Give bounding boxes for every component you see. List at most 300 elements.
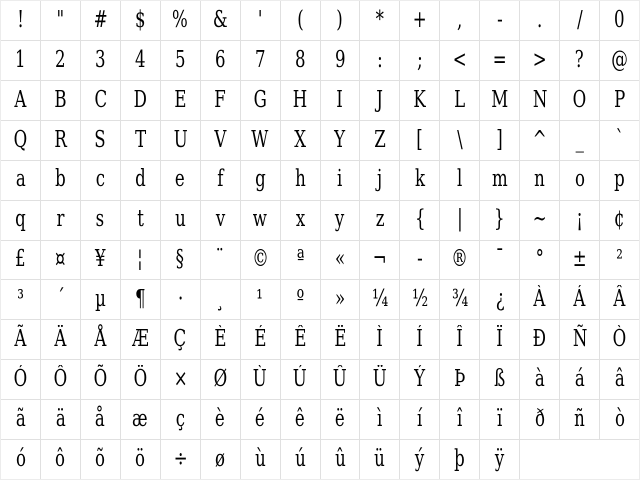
glyph-cell[interactable]: [281, 360, 320, 399]
glyph: Ü: [372, 366, 387, 393]
glyph-cell[interactable]: [201, 41, 240, 80]
glyph: Ê: [293, 326, 307, 353]
glyph-cell[interactable]: [480, 121, 519, 160]
glyph-cell[interactable]: [360, 121, 399, 160]
glyph-cell[interactable]: [201, 201, 240, 240]
glyph-cell[interactable]: [161, 121, 200, 160]
glyph-cell[interactable]: [321, 121, 360, 160]
glyph-cell[interactable]: [241, 81, 280, 120]
glyph-cell[interactable]: [81, 1, 120, 40]
glyph-cell[interactable]: [400, 280, 439, 319]
glyph-cell[interactable]: [1, 1, 40, 40]
glyph-cell[interactable]: [161, 41, 200, 80]
glyph: c: [95, 166, 105, 193]
glyph-cell[interactable]: [1, 241, 40, 280]
glyph-cell[interactable]: [480, 400, 519, 439]
glyph: N: [532, 86, 547, 113]
glyph: i: [337, 166, 343, 193]
glyph-cell[interactable]: [121, 161, 160, 200]
glyph: ¡: [576, 206, 583, 233]
glyph-cell[interactable]: [41, 280, 80, 319]
glyph-cell[interactable]: [161, 241, 200, 280]
glyph: {: [414, 206, 426, 233]
glyph: M: [491, 86, 509, 113]
glyph: é: [255, 405, 265, 432]
glyph: E: [174, 86, 187, 113]
glyph: 8: [294, 46, 306, 73]
glyph: !: [17, 6, 24, 33]
glyph: %: [172, 6, 189, 33]
glyph-cell[interactable]: [400, 320, 439, 359]
glyph-cell[interactable]: [241, 1, 280, 40]
glyph-cell[interactable]: [201, 320, 240, 359]
glyph: D: [133, 86, 147, 113]
glyph: Ô: [53, 366, 68, 393]
glyph-cell[interactable]: [400, 161, 439, 200]
glyph-cell[interactable]: [281, 400, 320, 439]
glyph: Z: [374, 126, 386, 153]
glyph-cell[interactable]: [81, 161, 120, 200]
glyph-cell[interactable]: [600, 400, 639, 439]
glyph: Ö: [133, 366, 148, 393]
glyph-cell[interactable]: [560, 161, 599, 200]
glyph-cell[interactable]: [600, 360, 639, 399]
glyph-cell[interactable]: [281, 440, 320, 479]
glyph-cell[interactable]: [440, 161, 479, 200]
glyph: R: [54, 126, 67, 153]
glyph: G: [253, 86, 267, 113]
glyph-cell[interactable]: [241, 440, 280, 479]
glyph-cell[interactable]: [121, 121, 160, 160]
glyph: d: [134, 166, 146, 193]
glyph: o: [574, 166, 585, 193]
glyph-cell[interactable]: [121, 280, 160, 319]
glyph-cell[interactable]: [241, 201, 280, 240]
glyph-cell[interactable]: [281, 241, 320, 280]
glyph-cell[interactable]: [41, 400, 80, 439]
glyph-cell[interactable]: [360, 400, 399, 439]
glyph-cell[interactable]: [360, 41, 399, 80]
glyph: ¯: [495, 246, 504, 273]
glyph-cell[interactable]: [321, 280, 360, 319]
glyph-cell[interactable]: [1, 201, 40, 240]
glyph-cell[interactable]: [241, 121, 280, 160]
glyph: @: [611, 46, 628, 73]
glyph-cell[interactable]: [161, 320, 200, 359]
glyph: 5: [174, 46, 186, 73]
glyph-cell[interactable]: [161, 1, 200, 40]
glyph: ±: [572, 246, 587, 273]
glyph-cell[interactable]: [161, 400, 200, 439]
glyph-cell[interactable]: [520, 360, 559, 399]
glyph-cell[interactable]: [1, 161, 40, 200]
glyph-cell[interactable]: [41, 121, 80, 160]
glyph: Ì: [376, 326, 384, 353]
glyph-cell[interactable]: [400, 81, 439, 120]
glyph-cell[interactable]: [480, 41, 519, 80]
glyph-cell[interactable]: [81, 121, 120, 160]
glyph-cell[interactable]: [281, 121, 320, 160]
glyph-cell[interactable]: [241, 320, 280, 359]
glyph-cell[interactable]: [520, 280, 559, 319]
glyph: +: [412, 6, 427, 33]
glyph-cell[interactable]: [281, 1, 320, 40]
glyph-cell[interactable]: [81, 241, 120, 280]
glyph-cell[interactable]: [360, 320, 399, 359]
glyph-cell[interactable]: [241, 360, 280, 399]
glyph-cell[interactable]: [600, 161, 639, 200]
glyph-cell[interactable]: [440, 400, 479, 439]
glyph-cell[interactable]: [360, 241, 399, 280]
glyph-cell[interactable]: [1, 400, 40, 439]
glyph-cell[interactable]: [121, 81, 160, 120]
glyph: a: [15, 166, 26, 193]
glyph: |: [456, 206, 463, 233]
glyph-cell[interactable]: [281, 201, 320, 240]
glyph: S: [94, 126, 107, 153]
glyph-cell[interactable]: [480, 1, 519, 40]
glyph-cell[interactable]: [161, 201, 200, 240]
glyph: ï: [497, 405, 503, 432]
glyph-cell[interactable]: [520, 1, 559, 40]
glyph-cell[interactable]: [1, 81, 40, 120]
glyph-cell[interactable]: [81, 320, 120, 359]
glyph: ¢: [614, 206, 625, 233]
glyph: .: [537, 6, 543, 33]
glyph-cell[interactable]: [520, 201, 559, 240]
glyph-cell[interactable]: [201, 241, 240, 280]
glyph-cell[interactable]: [241, 241, 280, 280]
glyph: /: [576, 6, 583, 33]
glyph-cell[interactable]: [281, 41, 320, 80]
glyph-cell[interactable]: [201, 81, 240, 120]
glyph-cell[interactable]: [241, 280, 280, 319]
glyph: }: [494, 206, 505, 233]
glyph: ¹: [256, 286, 264, 313]
glyph: Ç: [173, 326, 187, 353]
empty-cells: [520, 440, 639, 479]
glyph-cell[interactable]: [440, 201, 479, 240]
glyph: ¤: [55, 246, 66, 273]
glyph-cell[interactable]: [560, 241, 599, 280]
glyph-cell[interactable]: [121, 41, 160, 80]
glyph-cell[interactable]: [440, 280, 479, 319]
glyph-cell[interactable]: [600, 1, 639, 40]
glyph-cell[interactable]: [281, 161, 320, 200]
glyph-cell[interactable]: [360, 440, 399, 479]
glyph-cell[interactable]: [480, 201, 519, 240]
glyph-cell[interactable]: [520, 320, 559, 359]
glyph: Ä: [54, 326, 67, 353]
glyph: ]: [496, 126, 503, 153]
glyph-cell[interactable]: [1, 41, 40, 80]
glyph-cell[interactable]: [41, 241, 80, 280]
glyph: È: [214, 326, 227, 353]
glyph-cell[interactable]: [560, 121, 599, 160]
glyph-cell[interactable]: [161, 81, 200, 120]
glyph-cell[interactable]: [600, 320, 639, 359]
glyph: ò: [614, 405, 625, 432]
glyph-cell[interactable]: [440, 81, 479, 120]
glyph-cell[interactable]: [440, 121, 479, 160]
glyph-cell[interactable]: [321, 360, 360, 399]
glyph: Ï: [496, 326, 503, 353]
glyph: B: [54, 86, 67, 113]
glyph-cell[interactable]: [201, 400, 240, 439]
glyph: þ: [454, 445, 466, 472]
glyph: Ñ: [572, 326, 587, 353]
glyph-cell[interactable]: [201, 440, 240, 479]
glyph: [: [416, 126, 424, 153]
glyph: Ó: [13, 366, 28, 393]
glyph: _: [575, 126, 584, 153]
glyph: ¬: [372, 246, 387, 273]
glyph-cell[interactable]: [440, 440, 479, 479]
glyph-cell[interactable]: [81, 440, 120, 479]
glyph-cell[interactable]: [360, 201, 399, 240]
glyph-cell[interactable]: [400, 121, 439, 160]
glyph-cell[interactable]: [201, 280, 240, 319]
glyph-cell[interactable]: [41, 201, 80, 240]
glyph-cell[interactable]: [520, 400, 559, 439]
glyph: 7: [254, 46, 266, 73]
glyph-cell[interactable]: [121, 241, 160, 280]
glyph: ÿ: [495, 445, 505, 472]
glyph-cell[interactable]: [241, 161, 280, 200]
glyph-cell[interactable]: [480, 320, 519, 359]
glyph: 6: [214, 46, 226, 73]
glyph-cell[interactable]: [560, 360, 599, 399]
glyph-cell[interactable]: [121, 360, 160, 399]
glyph: *: [375, 6, 385, 33]
glyph: Ø: [213, 366, 227, 393]
glyph-cell[interactable]: [360, 280, 399, 319]
glyph-cell[interactable]: [121, 1, 160, 40]
glyph: 2: [55, 46, 66, 73]
glyph: -: [496, 6, 503, 33]
glyph: Ò: [612, 326, 627, 353]
glyph-cell[interactable]: [121, 201, 160, 240]
glyph-cell[interactable]: [241, 400, 280, 439]
glyph: ä: [55, 405, 66, 432]
glyph-cell[interactable]: [1, 440, 40, 479]
glyph-cell[interactable]: [41, 440, 80, 479]
glyph-cell[interactable]: [321, 440, 360, 479]
glyph: y: [335, 206, 345, 233]
glyph-cell[interactable]: [400, 400, 439, 439]
glyph: ô: [55, 445, 66, 472]
glyph: æ: [132, 405, 149, 432]
glyph-cell[interactable]: [520, 161, 559, 200]
glyph: ¾: [451, 286, 468, 313]
glyph-cell[interactable]: [560, 81, 599, 120]
glyph-cell[interactable]: [201, 121, 240, 160]
glyph-cell[interactable]: [81, 41, 120, 80]
glyph-cell[interactable]: [440, 241, 479, 280]
glyph: ?: [575, 46, 585, 73]
glyph: K: [413, 86, 427, 113]
glyph-cell[interactable]: [201, 360, 240, 399]
glyph: -: [417, 246, 423, 273]
glyph: X: [294, 126, 306, 153]
glyph-cell[interactable]: [321, 1, 360, 40]
glyph: x: [295, 206, 305, 233]
glyph-cell[interactable]: [161, 440, 200, 479]
glyph-cell[interactable]: [41, 41, 80, 80]
glyph: A: [14, 86, 27, 113]
glyph-cell[interactable]: [400, 201, 439, 240]
glyph-cell[interactable]: [600, 241, 639, 280]
glyph: Å: [94, 326, 107, 353]
glyph-cell[interactable]: [241, 41, 280, 80]
glyph-cell[interactable]: [321, 400, 360, 439]
glyph: F: [214, 86, 226, 113]
glyph-cell[interactable]: [281, 320, 320, 359]
glyph-cell[interactable]: [41, 1, 80, 40]
glyph-cell[interactable]: [600, 201, 639, 240]
glyph: Q: [13, 126, 28, 153]
glyph: L: [454, 86, 466, 113]
glyph-cell[interactable]: [1, 121, 40, 160]
glyph-cell[interactable]: [480, 241, 519, 280]
glyph-cell[interactable]: [161, 161, 200, 200]
glyph: V: [214, 126, 227, 153]
glyph-cell[interactable]: [400, 360, 439, 399]
glyph-cell[interactable]: [520, 241, 559, 280]
glyph-cell[interactable]: [360, 161, 399, 200]
glyph-cell[interactable]: [161, 280, 200, 319]
glyph-cell[interactable]: [440, 320, 479, 359]
glyph-cell[interactable]: [600, 81, 639, 120]
glyph-cell[interactable]: [480, 280, 519, 319]
glyph-cell[interactable]: [41, 360, 80, 399]
glyph-cell[interactable]: [121, 400, 160, 439]
glyph-cell[interactable]: [400, 440, 439, 479]
glyph-cell[interactable]: [321, 320, 360, 359]
glyph: 9: [334, 46, 346, 73]
glyph-cell[interactable]: [41, 161, 80, 200]
glyph-cell[interactable]: [321, 241, 360, 280]
glyph: ¨: [216, 246, 225, 273]
glyph: Þ: [454, 366, 466, 393]
glyph-cell[interactable]: [321, 41, 360, 80]
glyph: Ú: [293, 366, 308, 393]
glyph-cell[interactable]: [600, 280, 639, 319]
glyph-cell[interactable]: [41, 81, 80, 120]
glyph: O: [572, 86, 587, 113]
glyph: á: [574, 366, 585, 393]
glyph-cell[interactable]: [81, 360, 120, 399]
glyph-cell[interactable]: [360, 1, 399, 40]
glyph: õ: [95, 445, 106, 472]
glyph-cell[interactable]: [560, 201, 599, 240]
glyph: e: [175, 166, 186, 193]
glyph-cell[interactable]: [121, 440, 160, 479]
glyph: î: [457, 405, 463, 432]
glyph: z: [375, 206, 385, 233]
glyph-cell[interactable]: [440, 360, 479, 399]
glyph-cell[interactable]: [600, 121, 639, 160]
glyph-cell[interactable]: [281, 81, 320, 120]
glyph-cell[interactable]: [121, 320, 160, 359]
glyph: ß: [494, 366, 506, 393]
glyph-cell[interactable]: [480, 161, 519, 200]
glyph-cell[interactable]: [1, 280, 40, 319]
glyph: ù: [254, 445, 266, 472]
glyph: ': [257, 6, 263, 33]
glyph: Y: [334, 126, 346, 153]
glyph: n: [534, 166, 545, 193]
glyph-cell[interactable]: [321, 201, 360, 240]
glyph-cell[interactable]: [161, 360, 200, 399]
glyph-cell[interactable]: [201, 1, 240, 40]
glyph-cell[interactable]: [440, 41, 479, 80]
glyph: t: [136, 206, 144, 233]
glyph: >: [532, 46, 547, 73]
glyph-cell[interactable]: [520, 81, 559, 120]
glyph: h: [294, 166, 306, 193]
glyph: É: [254, 326, 267, 353]
glyph: ;: [417, 46, 423, 73]
glyph: ¿: [495, 286, 505, 313]
glyph-cell[interactable]: [281, 280, 320, 319]
glyph-cell[interactable]: [321, 161, 360, 200]
glyph-cell[interactable]: [1, 360, 40, 399]
glyph: I: [336, 86, 344, 113]
glyph-cell[interactable]: [480, 440, 519, 479]
glyph-cell[interactable]: [560, 400, 599, 439]
glyph-cell[interactable]: [400, 241, 439, 280]
glyph: $: [135, 6, 146, 33]
glyph: Æ: [131, 326, 149, 353]
glyph: ê: [295, 405, 305, 432]
glyph-cell[interactable]: [81, 81, 120, 120]
glyph: í: [417, 405, 423, 432]
glyph: À: [533, 286, 546, 313]
glyph-cell[interactable]: [520, 41, 559, 80]
glyph-cell[interactable]: [201, 161, 240, 200]
glyph-cell[interactable]: [81, 280, 120, 319]
glyph: 4: [135, 46, 146, 73]
glyph: ¸: [216, 286, 225, 313]
glyph: \: [456, 126, 463, 153]
glyph-cell[interactable]: [1, 320, 40, 359]
glyph-cell[interactable]: [560, 280, 599, 319]
glyph-cell[interactable]: [480, 360, 519, 399]
glyph-cell[interactable]: [480, 81, 519, 120]
glyph: è: [215, 405, 226, 432]
glyph-cell[interactable]: [520, 121, 559, 160]
glyph-cell[interactable]: [360, 81, 399, 120]
glyph: Ã: [14, 326, 27, 353]
glyph-cell[interactable]: [560, 1, 599, 40]
glyph-cell[interactable]: [321, 81, 360, 120]
glyph: (: [296, 6, 304, 33]
glyph-cell[interactable]: [400, 41, 439, 80]
glyph: à: [534, 366, 545, 393]
glyph-cell[interactable]: [600, 41, 639, 80]
glyph-cell[interactable]: [560, 320, 599, 359]
glyph-cell[interactable]: [560, 41, 599, 80]
glyph-cell[interactable]: [81, 400, 120, 439]
glyph-cell[interactable]: [400, 1, 439, 40]
glyph-cell[interactable]: [41, 320, 80, 359]
glyph: C: [93, 86, 107, 113]
glyph-cell[interactable]: [360, 360, 399, 399]
glyph-cell[interactable]: [440, 1, 479, 40]
glyph-cell[interactable]: [81, 201, 120, 240]
glyph: j: [377, 166, 383, 193]
